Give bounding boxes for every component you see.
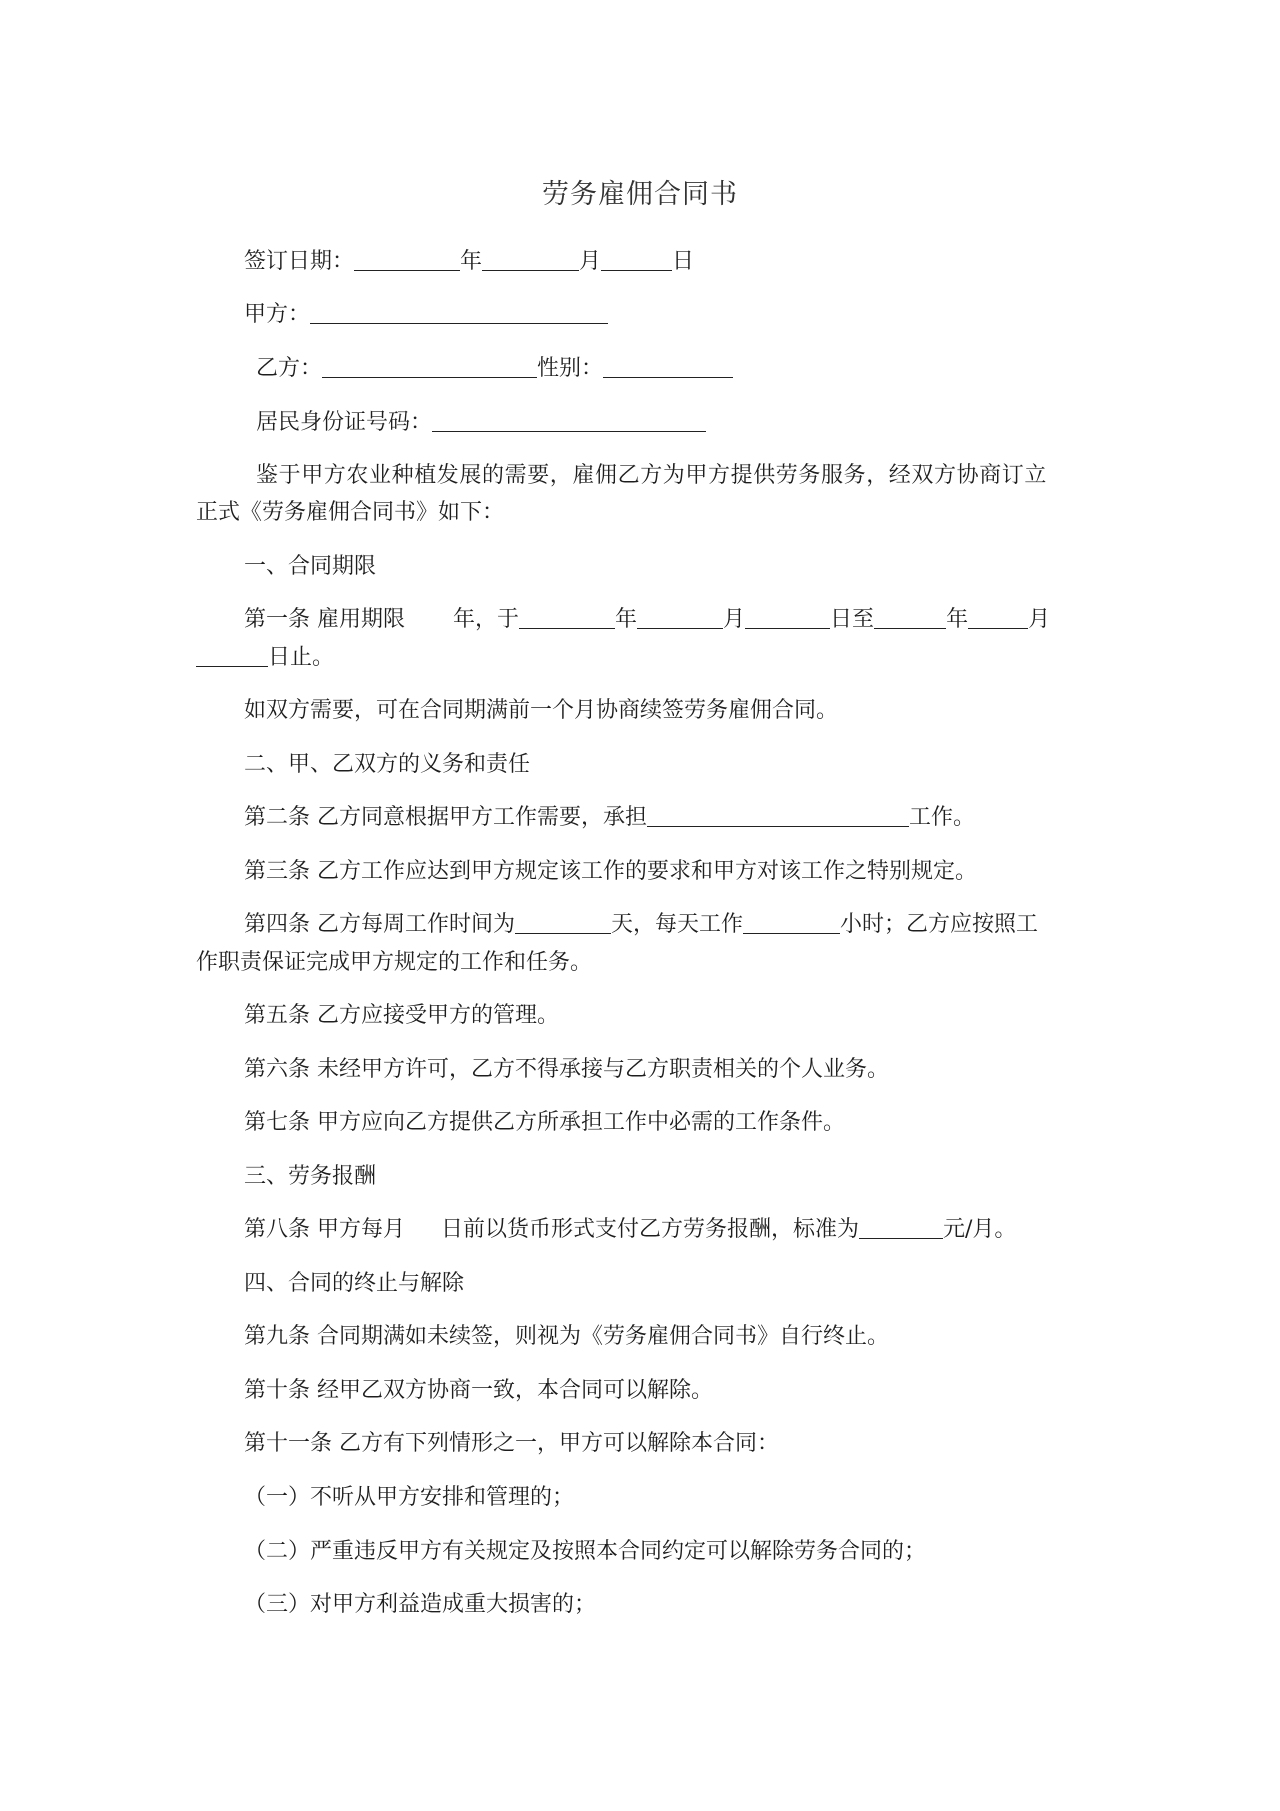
- article-1-text: 年: [946, 607, 969, 632]
- section-2-heading: 二、甲、乙双方的义务和责任: [244, 752, 531, 777]
- article-2-line: [244, 804, 975, 832]
- gender-blank[interactable]: [603, 355, 733, 378]
- article-6: 第六条 未经甲方许可，乙方不得承接与乙方职责相关的个人业务。: [244, 1057, 889, 1082]
- section-1-heading: 一、合同期限: [244, 554, 377, 579]
- id-number-blank[interactable]: [432, 409, 706, 432]
- party-a-label: 甲方：: [244, 302, 311, 327]
- article-1-text: 日至: [830, 607, 875, 632]
- party-b-line: [256, 355, 733, 383]
- gender-label: 性别：: [537, 356, 604, 381]
- day-label: 日: [672, 249, 695, 274]
- article-1-text: 月: [1028, 607, 1051, 632]
- article-4-text: 小时；乙方应按照工: [840, 912, 1039, 937]
- article-4-line: [244, 911, 1038, 939]
- article-1-text: 年，于: [453, 607, 520, 632]
- salary-blank[interactable]: [859, 1216, 943, 1239]
- preamble-line1: 鉴于甲方农业种植发展的需要，雇佣乙方为甲方提供劳务服务，经双方协商订立: [256, 463, 1048, 488]
- term-end-month-blank[interactable]: [968, 606, 1028, 629]
- hours-per-day-blank[interactable]: [743, 911, 840, 934]
- job-blank[interactable]: [647, 804, 909, 827]
- article-10: 第十条 经甲乙双方协商一致，本合同可以解除。: [244, 1378, 713, 1403]
- sign-month-blank[interactable]: [482, 248, 579, 271]
- sign-date-line: [244, 248, 694, 276]
- id-number-line: [256, 409, 706, 437]
- term-start-month-blank[interactable]: [637, 606, 723, 629]
- document-title: 劳务雇佣合同书: [542, 179, 738, 210]
- article-8-text: 日前以货币形式支付乙方劳务报酬，标准为: [441, 1217, 860, 1242]
- article-4-line2: 作职责保证完成甲方规定的工作和任务。: [196, 950, 593, 975]
- article-8-text: 元/月。: [943, 1217, 1017, 1242]
- id-number-label: 居民身份证号码：: [256, 410, 433, 435]
- article-4-text: 天，每天工作: [611, 912, 744, 937]
- article-1-text: 月: [723, 607, 746, 632]
- article-5: 第五条 乙方应接受甲方的管理。: [244, 1003, 559, 1028]
- term-start-day-blank[interactable]: [745, 606, 830, 629]
- sign-day-blank[interactable]: [601, 248, 672, 271]
- sign-date-label: 签订日期：: [244, 249, 355, 274]
- article-4-text: 第四条 乙方每周工作时间为: [244, 912, 515, 937]
- renewal-text: 如双方需要，可在合同期满前一个月协商续签劳务雇佣合同。: [244, 698, 839, 723]
- article-8-line: [244, 1216, 1016, 1244]
- article-9: 第九条 合同期满如未续签，则视为《劳务雇佣合同书》自行终止。: [244, 1324, 889, 1349]
- party-a-line: [244, 301, 608, 329]
- article-2-text: 工作。: [909, 805, 976, 830]
- article-1-text: 日止。: [268, 645, 335, 670]
- article-1-text: 第一条 雇用期限: [244, 607, 405, 632]
- section-3-heading: 三、劳务报酬: [244, 1164, 377, 1189]
- article-11-item: （二）严重违反甲方有关规定及按照本合同约定可以解除劳务合同的；: [244, 1539, 927, 1564]
- article-2-text: 第二条 乙方同意根据甲方工作需要，承担: [244, 805, 647, 830]
- article-3: 第三条 乙方工作应达到甲方规定该工作的要求和甲方对该工作之特别规定。: [244, 859, 977, 884]
- party-b-label: 乙方：: [256, 356, 323, 381]
- article-11-item: （三）对甲方利益造成重大损害的；: [244, 1592, 597, 1617]
- term-start-year-blank[interactable]: [519, 606, 615, 629]
- article-11-item: （一）不听从甲方安排和管理的；: [244, 1485, 575, 1510]
- article-8-text: 第八条 甲方每月: [244, 1217, 405, 1242]
- party-a-blank[interactable]: [310, 301, 608, 324]
- term-end-year-blank[interactable]: [874, 606, 946, 629]
- article-7: 第七条 甲方应向乙方提供乙方所承担工作中必需的工作条件。: [244, 1110, 845, 1135]
- section-4-heading: 四、合同的终止与解除: [244, 1271, 465, 1296]
- article-1-text: 年: [615, 607, 638, 632]
- article-11-intro: 第十一条 乙方有下列情形之一，甲方可以解除本合同：: [244, 1431, 779, 1456]
- year-label: 年: [460, 249, 483, 274]
- sign-year-blank[interactable]: [354, 248, 460, 271]
- preamble-line2: 正式《劳务雇佣合同书》如下：: [196, 500, 505, 525]
- month-label: 月: [579, 249, 602, 274]
- days-per-week-blank[interactable]: [515, 911, 611, 934]
- party-b-blank[interactable]: [322, 355, 537, 378]
- article-1-line: [244, 606, 1050, 634]
- article-1-line2: [196, 644, 334, 672]
- term-end-day-blank[interactable]: [196, 644, 268, 667]
